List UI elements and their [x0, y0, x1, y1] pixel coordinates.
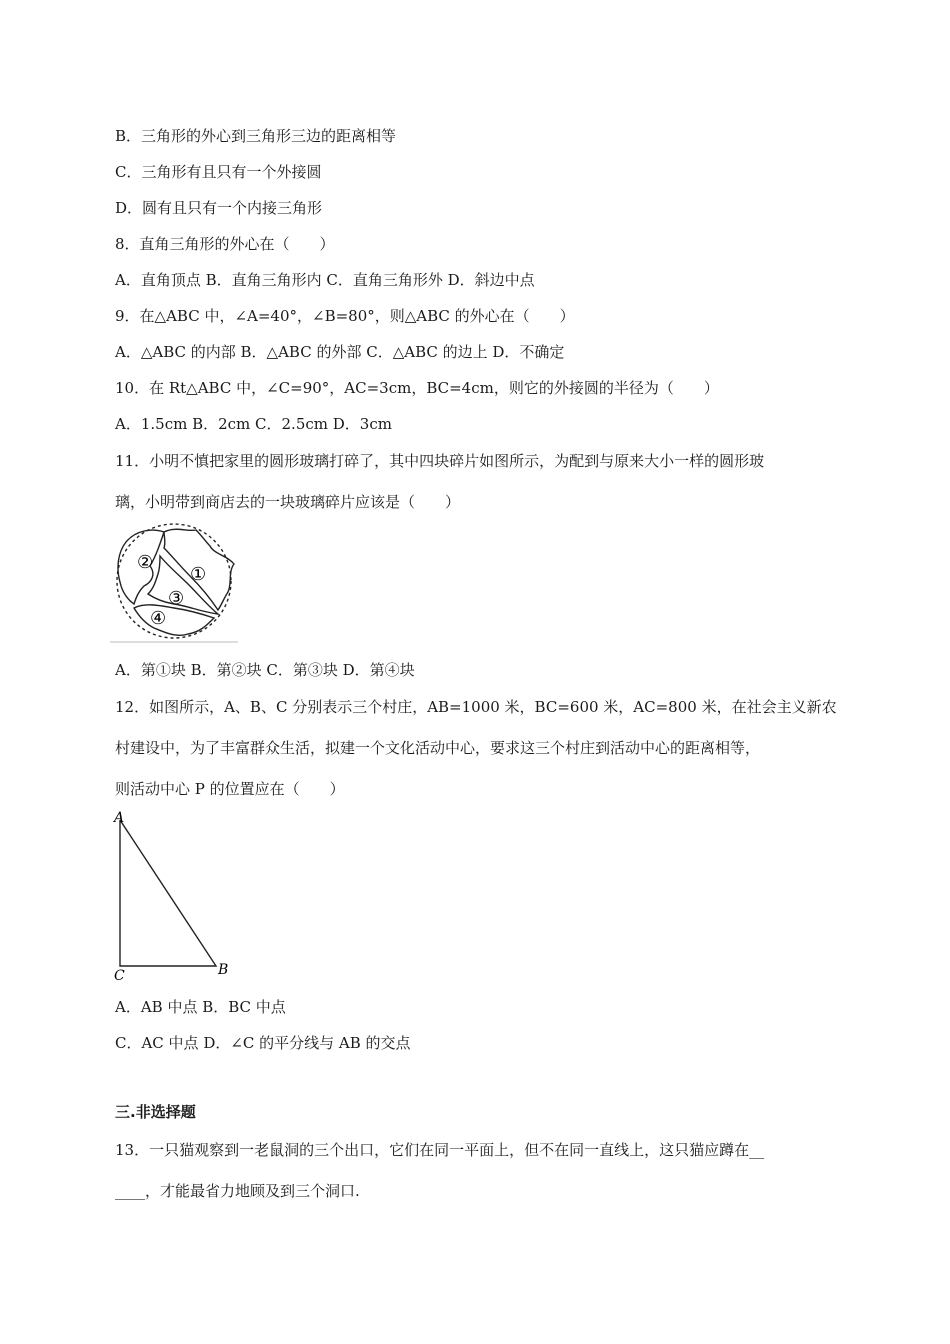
options-11: A．第①块 B．第②块 C．第③块 D．第④块 [115, 661, 415, 679]
option-7b: B．三角形的外心到三角形三边的距离相等 [115, 127, 397, 145]
question-12-line-3: 则活动中心 P 的位置应在（ ） [115, 780, 345, 798]
question-12-line-1: 12．如图所示，A、B、C 分别表示三个村庄，AB=1000 米，BC=600 米，AC=800 米，在社会主义新农 [115, 698, 837, 716]
question-8: 8．直角三角形的外心在（ ） [115, 235, 335, 253]
shard-label-1: ① [190, 564, 207, 585]
options-10: A．1.5cm B．2cm C．2.5cm D．3cm [115, 415, 392, 433]
shard-label-2: ② [137, 552, 154, 573]
options-9: A．△ABC 的内部 B．△ABC 的外部 C．△ABC 的边上 D．不确定 [115, 343, 565, 361]
triangle-outline [120, 820, 216, 966]
option-7c: C．三角形有且只有一个外接圆 [115, 163, 322, 181]
question-9: 9．在△ABC 中，∠A=40°，∠B=80°，则△ABC 的外心在（ ） [115, 307, 575, 325]
options-12-row-1: A．AB 中点 B．BC 中点 [115, 998, 286, 1016]
shard-label-4: ④ [150, 608, 167, 629]
question-12-line-2: 村建设中，为了丰富群众生活，拟建一个文化活动中心，要求这三个村庄到活动中心的距离相等， [115, 739, 761, 757]
question-13-line-1: 13．一只猫观察到一老鼠洞的三个出口，它们在同一平面上，但不在同一直线上，这只猫应蹲在__ [115, 1141, 765, 1159]
question-11-line-1: 11．小明不慎把家里的圆形玻璃打碎了，其中四块碎片如图所示，为配到与原来大小一样的圆形玻 [115, 452, 765, 470]
question-11-line-2: 璃，小明带到商店去的一块玻璃碎片应该是（ ） [115, 493, 461, 511]
section-heading: 三.非选择题 [115, 1103, 196, 1121]
triangle-figure [108, 808, 238, 984]
options-8: A．直角顶点 B．直角三角形内 C．直角三角形外 D．斜边中点 [115, 271, 535, 289]
glass-outline-circle [117, 524, 231, 638]
vertex-label-b: B [218, 962, 229, 978]
broken-glass-figure [110, 522, 240, 646]
question-10: 10．在 Rt△ABC 中，∠C=90°，AC=3cm，BC=4cm，则它的外接圆的半径为（ ） [115, 379, 719, 397]
shard-label-3: ③ [168, 588, 185, 609]
vertex-label-c: C [114, 968, 125, 984]
question-13-line-2: ____，才能最省力地顾及到三个洞口. [115, 1182, 360, 1200]
option-7d: D．圆有且只有一个内接三角形 [115, 199, 323, 217]
options-12-row-2: C．AC 中点 D．∠C 的平分线与 AB 的交点 [115, 1034, 411, 1052]
vertex-label-a: A [114, 810, 125, 826]
